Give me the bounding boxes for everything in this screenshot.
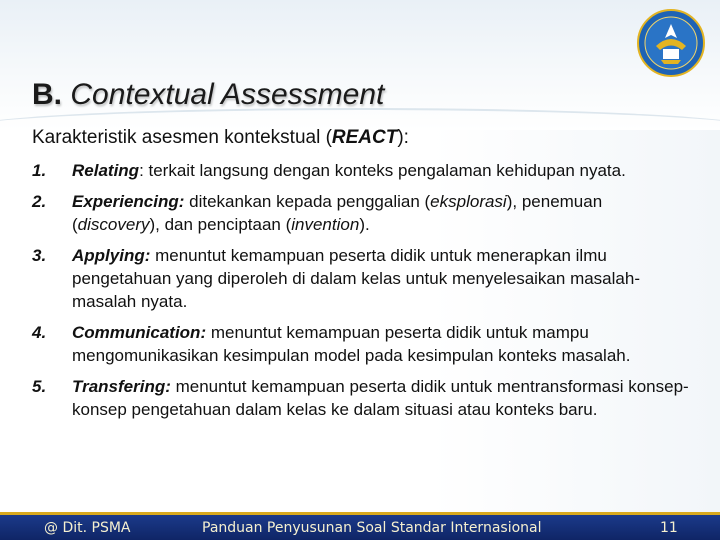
list-text: ditekankan kepada penggalian ( (184, 192, 431, 211)
footer-title: Panduan Penyusunan Soal Standar Internasional (202, 520, 542, 536)
slide-title (32, 78, 384, 112)
list-item-relating (32, 159, 692, 182)
list-text: ). (359, 215, 370, 234)
list-number: 3. (32, 246, 47, 265)
list-term: Applying: (72, 246, 151, 265)
list-text-italic: invention (291, 215, 360, 234)
list-text: : terkait langsung dengan konteks pengalaman kehidupan nyata. (139, 161, 626, 180)
list-term: Relating (72, 161, 140, 180)
footer-author: @ Dit. PSMA (44, 520, 131, 536)
intro-acronym: REACT (331, 127, 398, 148)
list-text: menuntut kemampuan peserta didik untuk mentransformasi konsep-konsep pengetahuan dalam kelas ke dalam situasi atau konteks baru. (72, 377, 689, 419)
list-text: menuntut kemampuan peserta didik untuk menerapkan ilmu pengetahuan yang diperoleh di dalam kelas untuk menyelesaikan masalah-masalah nyata. (72, 246, 640, 311)
list-text: ), dan penciptaan ( (149, 215, 292, 234)
page-number: 11 (660, 520, 678, 536)
title-text: Contextual Assessment (70, 78, 385, 111)
list-item-transfering (32, 375, 692, 421)
list-text: menuntut kemampuan peserta didik untuk mampu mengomunikasikan kesimpulan model pada kesimpulan konteks masalah. (72, 323, 631, 365)
intro-prefix: Karakteristik asesmen kontekstual ( (32, 127, 332, 148)
intro-suffix: ): (397, 127, 409, 148)
list-item-communication (32, 321, 692, 367)
list-number: 1. (32, 161, 47, 180)
list-term: Transfering: (72, 377, 171, 396)
list-text: ), penemuan ( (72, 192, 603, 234)
list-number: 2. (32, 192, 47, 211)
list-term: Communication: (72, 323, 207, 342)
list-number: 5. (32, 377, 47, 396)
list-text-italic: discovery (77, 215, 150, 234)
list-term: Experiencing: (72, 192, 185, 211)
ministry-emblem-icon (636, 8, 706, 78)
title-section-letter: B. (32, 78, 62, 111)
react-list (32, 159, 692, 429)
slide-footer (0, 512, 720, 540)
intro-line (32, 127, 409, 149)
list-text-italic: eksplorasi (430, 192, 507, 211)
list-number: 4. (32, 323, 47, 342)
list-item-applying (32, 244, 692, 313)
list-item-experiencing (32, 190, 692, 236)
